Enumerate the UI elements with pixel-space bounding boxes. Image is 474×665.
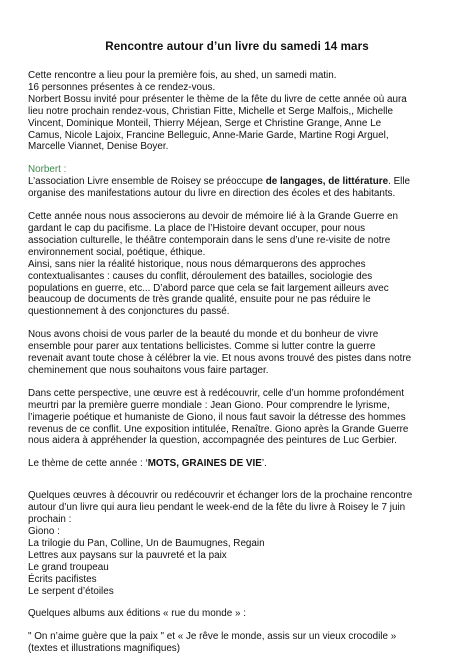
list-item: La trilogie du Pan, Colline, Un de Baumugnes, Regain	[28, 537, 265, 549]
text-line: (textes et illustrations magnifiques)	[28, 643, 181, 655]
text-line: Cette rencontre a lieu pour la première fois, au shed, un samedi matin.	[28, 70, 337, 81]
text-line: " On n’aime guère que la paix " et « Je rêve le monde, assis sur un vieux crocodile »	[28, 631, 397, 643]
list-item: Écrits pacifistes	[28, 573, 97, 585]
text-line: Marcelle Viannet, Denise Boyer.	[28, 141, 169, 153]
text-line: Camus, Nicole Lajoix, Francine Belleguic, Anne-Marie Garde, Martine Rogi Arguel,	[28, 129, 389, 141]
theme-title: MOTS, GRAINES DE VIE	[147, 458, 262, 470]
list-item: Le serpent d’étoiles	[28, 585, 114, 597]
text-line: Quelques œuvres à découvrir ou redécouvrir et échanger lors de la prochaine rencontre	[28, 490, 413, 502]
text-line: Ainsi, sans nier la réalité historique, nous nous démarquerons des approches	[28, 258, 366, 270]
list-item: Le grand troupeau	[28, 561, 109, 573]
list-item: Lettres aux paysans sur la pauvreté et la paix	[28, 549, 227, 561]
page-title: Rencontre autour d’un livre du samedi 14 mars	[105, 40, 369, 53]
text-line: environnement social, poétique, éthique.	[28, 246, 206, 258]
intro-paragraph	[28, 70, 446, 153]
text-line: populations en guerre, etc... D’abord parce que cela se fait largement ailleurs avec	[28, 282, 389, 294]
text-line: l’imagerie poétique et humaniste de Giono, il nous faut savoir la détresse des hommes	[28, 411, 406, 423]
text-line: lieu notre prochain rendez-vous, Christian Fitte, Michelle et Serge Malfois,, Michelle	[28, 105, 393, 117]
speaker-label: Norbert :	[28, 164, 67, 176]
text-line: ensemble pour parer aux tentations bellicistes. Comme si lutter contre la guerre	[28, 341, 376, 353]
text-line: Vincent, Dominique Monteil, Thierry Méjean, Serge et Christine Grange, Anne Le	[28, 117, 382, 129]
emphasis-text: de langages, de littérature	[265, 176, 389, 188]
albums-intro	[28, 608, 446, 620]
theme-line	[28, 458, 446, 470]
text-line: association culturelle, le théâtre contemporain dans le sens d’une re-visite de notre	[28, 234, 391, 246]
giono-paragraph	[28, 388, 446, 448]
text-line: revenus de ce conflit. Une exposition intitulée, Renaître. Giono après la Grande Guerre	[28, 423, 409, 435]
text-line: autour d’un livre qui aura lieu pendant le week-end de la fête du livre à Roisey le 7 juin	[28, 502, 406, 514]
text-fragment: L’association Livre ensemble de Roisey se préoccupe	[28, 176, 266, 188]
text-line: Cette année nous nous associerons au devoir de mémoire lié à la Grande Guerre en	[28, 211, 398, 223]
text-line	[28, 176, 446, 188]
text-line: nous aidera à appréhender la question, accompagnée des peintures de Luc Gerbier.	[28, 435, 397, 447]
association-paragraph	[28, 164, 446, 200]
text-line: meurtri par la première guerre mondiale : Jean Giono. Pour comprendre le lyrisme,	[28, 399, 390, 411]
memory-paragraph	[28, 211, 446, 318]
text-line: prochain :	[28, 514, 72, 526]
albums-section	[28, 631, 446, 655]
text-line: Nous avons choisi de vous parler de la beauté du monde et du bonheur de vivre	[28, 329, 379, 341]
beauty-paragraph	[28, 329, 446, 377]
text-line: cheminement que nous souhaitons vous faire partager.	[28, 364, 269, 376]
text-fragment: . Elle	[388, 176, 411, 188]
text-line: 16 personnes présentes à ce rendez-vous.	[28, 81, 216, 93]
text-fragment: Le thème de cette année : ‘	[28, 458, 148, 470]
text-line: gardant le cap du pacifisme. La place de l’Histoire devant occuper, pour nous	[28, 222, 366, 234]
text-line: Norbert Bossu invité pour présenter le thème de la fête du livre de cette année où aura	[28, 93, 407, 105]
text-line: questionnement à des conjonctures du passé.	[28, 306, 230, 318]
text-line: contextualisantes : causes du conflit, déroulement des batailles, sociologie des	[28, 270, 373, 282]
text-line: Quelques albums aux éditions « rue du monde » :	[28, 608, 246, 620]
text-line: revenait avant toute chose à célébrer la vie. Et nous avons trouvé des pistes dans notre	[28, 353, 412, 365]
text-fragment: ’.	[261, 458, 267, 470]
text-line: Dans cette perspective, une œuvre est à redécouvrir, celle d’un homme profondément	[28, 387, 404, 399]
text-line: beaucoup de documents de très grande qualité, ensuite pour ne pas réduire le	[28, 294, 371, 306]
text-line: organise des manifestations autour du livre en direction des écoles et des habitants.	[28, 188, 396, 200]
text-line	[28, 458, 446, 470]
works-section	[28, 490, 446, 597]
list-item: Giono :	[28, 526, 60, 537]
